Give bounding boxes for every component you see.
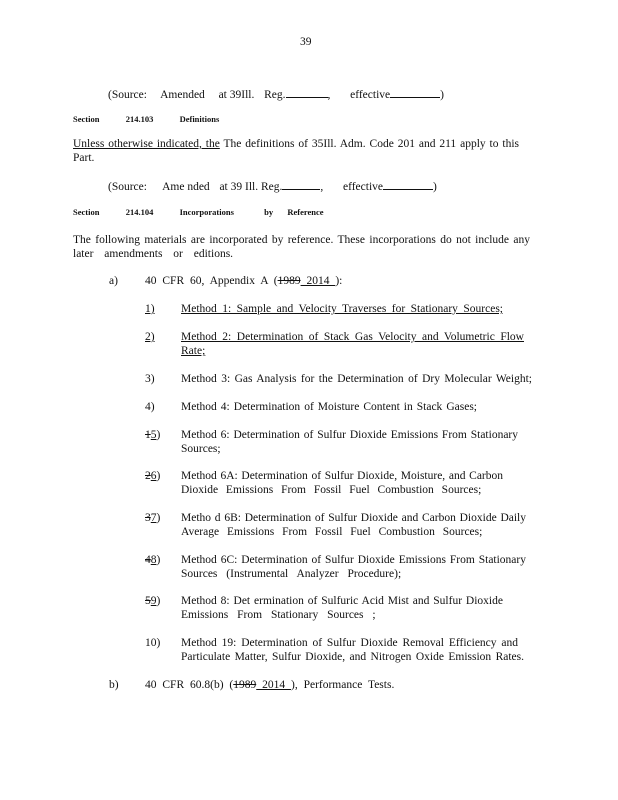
source-label: (Source: (108, 89, 147, 101)
list-item: 3) (145, 373, 155, 385)
list-item: Method 1: Sample and Velocity Traverses for Stationary Sources; (181, 303, 503, 315)
list-item: 1) (145, 303, 155, 315)
list-item: Method 8: Det ermination of Sulfuric Acid Mist and Sulfur Dioxide Emissions From Stationary Sources ; (181, 595, 503, 621)
list-item: Method 2: Determination of Stack Gas Velocity and Volumetric Flow Rate; (181, 331, 524, 357)
section-214-103-heading: Section 214.103 Definitions (73, 114, 220, 124)
definitions-line-2: Part. (73, 152, 95, 164)
definitions-paragraph (73, 137, 519, 165)
incorporations-intro: The following materials are incorporated by reference. These incorporations do not include any later amendments or editions. (73, 234, 530, 260)
list-item: 59) (145, 595, 161, 607)
list-item: 10) (145, 637, 161, 649)
list-item: Method 4: Determination of Moisture Content in Stack Gases; (181, 401, 477, 413)
list-item: 15) (145, 429, 161, 441)
source-note-1: (Source: Amended at 39Ill. Reg. , effective ) (108, 86, 444, 102)
list-item: Method 19: Determination of Sulfur Dioxide Removal Efficiency and Particulate Matter, Sulfur Dioxide, and Nitrogen Oxide Emission Rates. (181, 637, 524, 663)
list-item: Method 6: Determination of Sulfur Dioxide Emissions From Stationary Sources; (181, 429, 518, 455)
list-item: 48) (145, 554, 161, 566)
list-item: Method 6A: Determination of Sulfur Dioxide, Moisture, and Carbon Dioxide Emissions From Fossil Fuel Combustion Sources; (181, 470, 503, 496)
source-reg: Reg. (264, 89, 286, 101)
list-item: 2) (145, 331, 155, 343)
list-item: 37) (145, 512, 161, 524)
page-number: 39 (300, 36, 312, 48)
source-at: at 39Ill. (218, 89, 255, 101)
source-amended: Amended (160, 89, 205, 101)
definitions-line-1: Unless otherwise indicated, the The definitions of 35Ill. Adm. Code 201 and 211 apply to this (73, 138, 520, 150)
source-effective: effective (350, 89, 391, 101)
reg-blank (286, 86, 328, 98)
list-item: 26) (145, 470, 161, 482)
item-b-label: b) (109, 679, 119, 691)
effective-blank (390, 86, 440, 98)
section-214-104-heading: Section 214.104 Incorporations by Reference (73, 207, 324, 217)
list-item: Metho d 6B: Determination of Sulfur Dioxide and Carbon Dioxide Daily Average Emissions From Fossil Fuel Combustion Sources; (181, 512, 526, 538)
list-item: 4) (145, 401, 155, 413)
item-b-text: 40 CFR 60.8(b) (1989 2014 ), Performance Tests. (145, 679, 395, 691)
list-item: Method 3: Gas Analysis for the Determination of Dry Molecular Weight; (181, 373, 532, 385)
item-a-text: 40 CFR 60, Appendix A (1989 2014 ): (145, 275, 343, 287)
list-item: Method 6C: Determination of Sulfur Dioxide Emissions From Stationary Sources (Instrumental Analyzer Procedure); (181, 554, 526, 580)
item-a-label: a) (109, 275, 118, 287)
source-note-2: (Source: Ame nded at 39 Ill. Reg. , effective ) (108, 178, 437, 194)
